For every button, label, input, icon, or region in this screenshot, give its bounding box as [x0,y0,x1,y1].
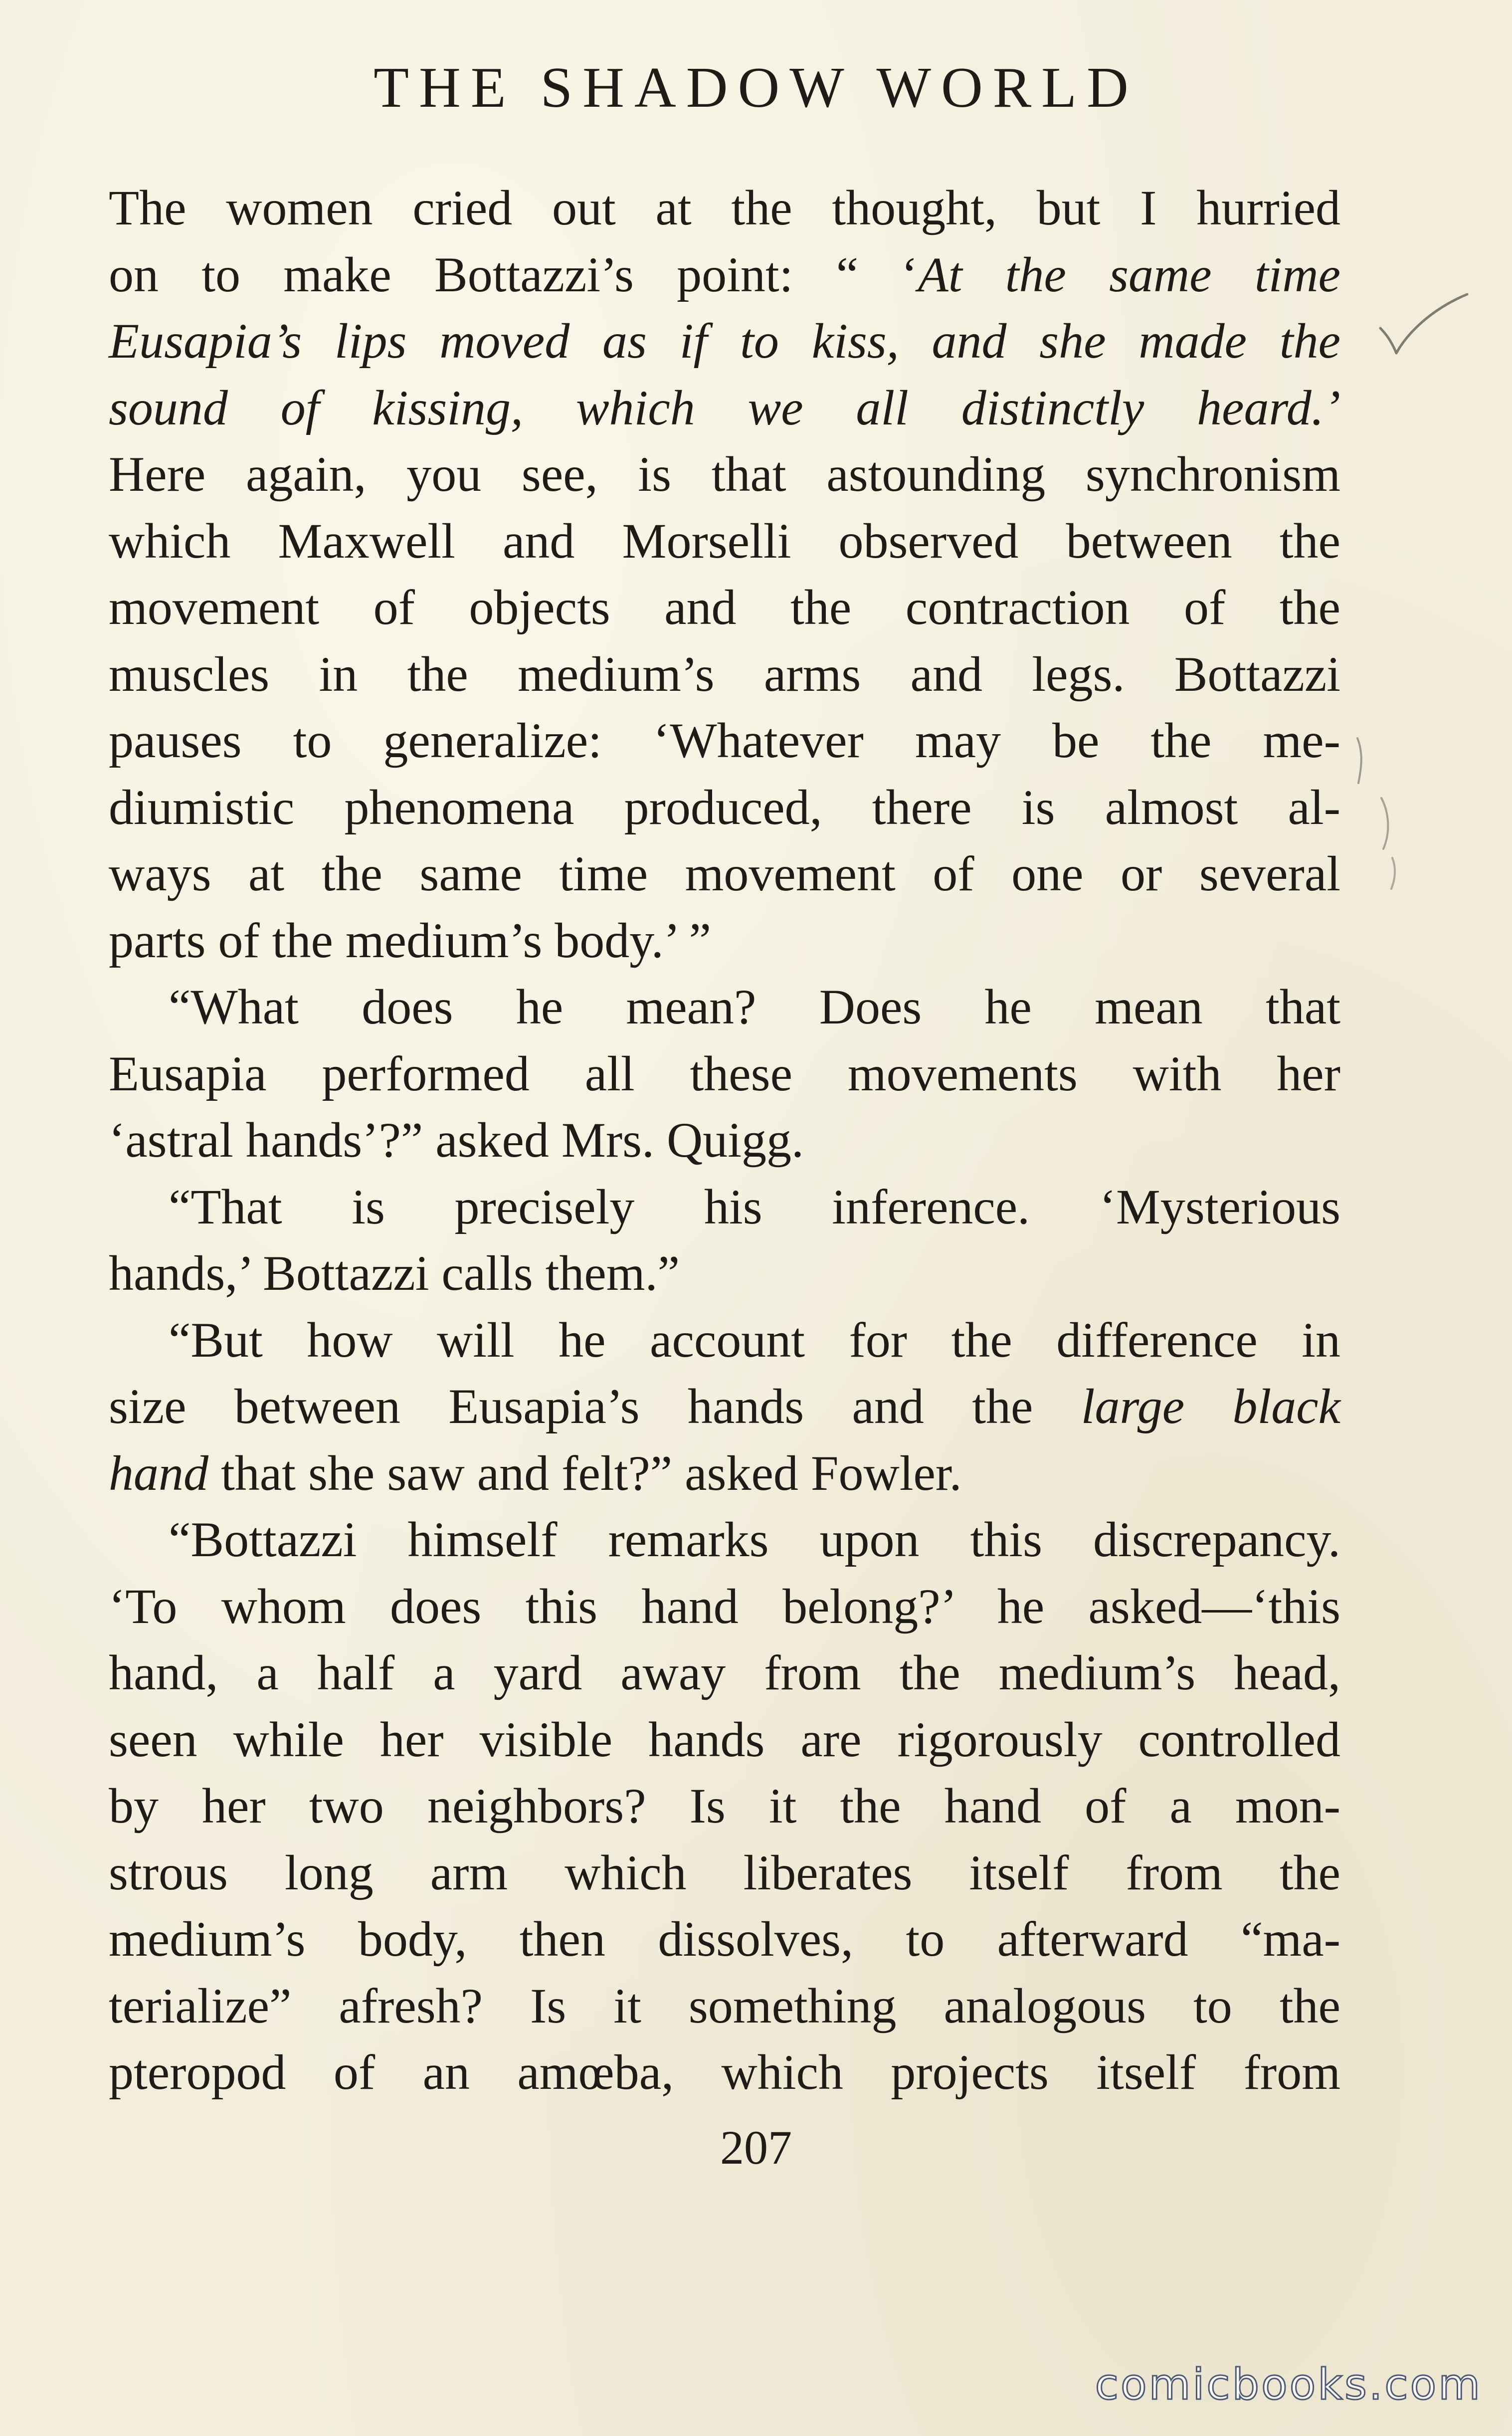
text-run: diumistic phenomena produced, there is almost al- [109,779,1340,835]
text-line [109,1973,1340,2039]
text-line [109,774,1340,841]
text-line [109,1906,1340,1973]
text-run: terialize” afresh? Is it something analogous to the [109,1978,1340,2033]
text-run: pteropod of an amœba, which projects itself from [109,2044,1340,2100]
text-run: Eusapia performed all these movements with her [109,1045,1340,1101]
text-line [109,1839,1340,1906]
text-run: “That is precisely his inference. ‘Mysterious [169,1179,1340,1234]
text-line [109,441,1340,508]
text-line [109,907,1340,974]
text-line [109,1573,1340,1640]
running-head: THE SHADOW WORLD [374,56,1138,120]
text-run: “Bottazzi himself remarks upon this discrepancy. [169,1512,1340,1567]
text-run: pauses to generalize: ‘Whatever may be the me- [109,713,1340,768]
text-run: ways at the same time movement of one or several [109,846,1340,901]
body-text [109,175,1340,2106]
text-line [109,508,1340,575]
text-line [109,1240,1340,1307]
text-run: which Maxwell and Morselli observed between the [109,513,1340,569]
text-run: “What does he mean? Does he mean that [169,979,1340,1034]
text-run: “But how will he account for the difference in [169,1312,1340,1368]
text-line [109,574,1340,641]
text-run: strous long arm which liberates itself from the [109,1844,1340,1900]
text-line [109,1440,1340,1507]
page-number: 207 [720,2121,792,2174]
text-line [109,308,1340,375]
text-line [109,1107,1340,1174]
text-run: seen while her visible hands are rigorously controlled [109,1711,1340,1767]
text-line [109,241,1340,308]
text-line [109,2039,1340,2106]
text-line [109,707,1340,774]
text-run: Here again, you see, is that astounding synchronism [109,446,1340,502]
text-line [109,1639,1340,1706]
italic-text: sound of kissing, which we all distinctly heard.’ [109,380,1340,435]
text-line [109,1174,1340,1240]
text-run: muscles in the medium’s arms and legs. Bottazzi [109,646,1340,702]
text-run: The women cried out at the thought, but I hurried [109,180,1340,235]
text-run: hand, a half a yard away from the medium’s head, [109,1645,1340,1700]
text-line [109,1506,1340,1573]
text-run: by her two neighbors? Is it the hand of a mon- [109,1778,1340,1833]
text-line [109,1040,1340,1107]
text-line [109,375,1340,441]
text-line [109,1706,1340,1773]
text-line [109,641,1340,708]
text-run: that she saw and felt?” asked Fowler. [208,1445,962,1501]
italic-text: hand [109,1445,208,1501]
text-line [109,175,1340,241]
text-line [109,1307,1340,1374]
text-line [109,1373,1340,1440]
text-run: ‘astral hands’?” asked Mrs. Quigg. [109,1112,804,1168]
text-run: on to make Bottazzi’s point: “ ‘ [109,246,918,302]
text-run: movement of objects and the contraction of the [109,580,1340,635]
pencil-checkmark-icon [1376,289,1471,364]
text-run: hands,’ Bottazzi calls them.” [109,1245,680,1301]
italic-text: Eusapia’s lips moved as if to kiss, and she made the [109,313,1340,369]
watermark-logo: comicbooks.com [1095,2360,1482,2410]
text-line [109,974,1340,1040]
text-run: medium’s body, then dissolves, to afterward “ma- [109,1911,1340,1967]
pencil-margin-bracket-icon [1346,733,1406,893]
italic-text: large black [1081,1379,1340,1434]
text-run: parts of the medium’s body.’ ” [109,912,712,968]
text-line [109,1773,1340,1839]
italic-text: At the same time [918,246,1340,302]
text-run: ‘To whom does this hand belong?’ he asked—‘this [109,1578,1340,1634]
text-run: size between Eusapia’s hands and the [109,1379,1081,1434]
text-line [109,840,1340,907]
